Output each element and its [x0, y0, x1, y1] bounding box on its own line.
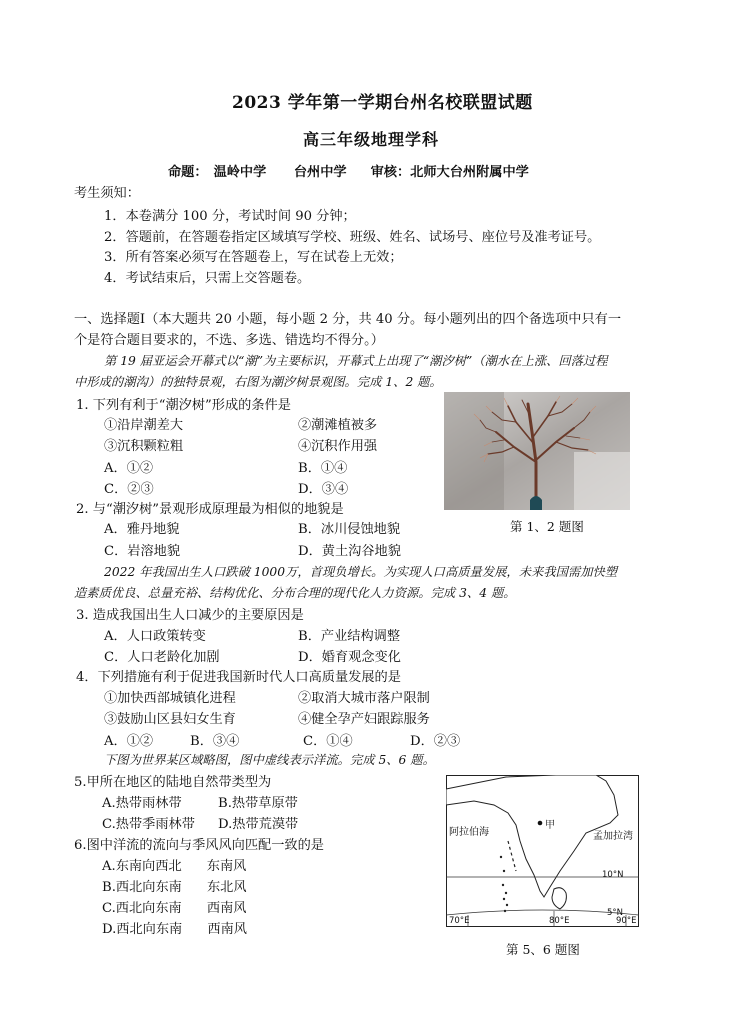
page-subtitle: 高三年级地理学科	[303, 130, 440, 149]
reviewer-label: 审核：	[370, 165, 411, 180]
q2-option-a: A．雅丹地貌	[104, 522, 180, 537]
q1-option-b: B．①④	[298, 461, 348, 476]
q3-option-a: A．人口政策转变	[104, 629, 206, 644]
notice-item-2: 2．答题前，在答题卷指定区域填写学校、班级、姓名、试场号、座位号及准考证号。	[104, 230, 601, 245]
q4-option-a: A．①②	[104, 734, 154, 749]
label-5n: 5°N	[607, 908, 624, 918]
q5-option-b: B.热带草原带	[218, 796, 298, 811]
notice-heading: 考生须知：	[74, 186, 140, 201]
question-1: 1. 下列有利于“潮汐树”形成的条件是	[76, 398, 291, 413]
q6-option-d: D.西北向东南 西南风	[102, 922, 247, 937]
label-arabian-sea: 阿拉伯海	[449, 827, 489, 838]
q4-option-c: C．①④	[303, 734, 353, 749]
stem-34-line-1: 2022 年我国出生人口跌破 1000万，首现负增长。为实现人口高质量发展，未来我国需加快塑	[104, 565, 618, 579]
q4-option-d: D．②③	[410, 734, 461, 749]
q4-statement-2: ②取消大城市落户限制	[298, 691, 430, 706]
label-90e: 90°E	[616, 916, 637, 926]
question-5: 5.甲所在地区的陆地自然带类型为	[74, 775, 272, 790]
label-70e: 70°E	[449, 916, 470, 926]
q5-option-d: D.热带荒漠带	[218, 817, 299, 832]
q3-option-c: C．人口老龄化加剧	[104, 650, 220, 665]
q2-option-b: B．冰川侵蚀地貌	[298, 522, 401, 537]
label-bay-of-bengal: 孟加拉湾	[593, 831, 633, 842]
q1-option-d: D．③④	[298, 482, 349, 497]
tidal-tree-photo	[444, 392, 630, 510]
notice-item-4: 4．考试结束后，只需上交答题卷。	[104, 271, 311, 286]
question-6: 6.图中洋流的流向与季风风向匹配一致的是	[74, 838, 324, 853]
q1-statement-1: ①沿岸潮差大	[104, 418, 184, 433]
question-2: 2. 与“潮汐树”景观形成原理最为相似的地貌是	[76, 502, 344, 517]
reviewer-school: 北师大台州附属中学	[410, 165, 529, 180]
tidal-tree-image	[444, 392, 630, 510]
setter-label: 命题：	[168, 165, 208, 180]
notice-item-1: 1．本卷满分 100 分，考试时间 90 分钟；	[104, 209, 356, 224]
q6-option-b: B.西北向东南 东北风	[102, 880, 247, 895]
q4-statement-3: ③鼓励山区县妇女生育	[104, 712, 236, 727]
stem-56: 下图为世界某区域略图，图中虚线表示洋流。完成 5、6 题。	[104, 753, 435, 767]
question-3: 3. 造成我国出生人口减少的主要原因是	[76, 608, 304, 623]
authors-line	[168, 161, 529, 180]
q3-option-d: D．婚育观念变化	[298, 650, 401, 665]
india-region-map	[446, 775, 639, 927]
question-4: 4．下列措施有利于促进我国新时代人口高质量发展的是	[76, 670, 401, 685]
q4-statement-4: ④健全孕产妇跟踪服务	[298, 712, 430, 727]
section-1-line-2: 个是符合题目要求的，不选、多选、错选均不得分。）	[74, 333, 384, 348]
page-title: 2023 学年第一学期台州名校联盟试题	[232, 93, 533, 113]
q1-statement-4: ④沉积作用强	[298, 439, 378, 454]
section-1-line-1: 一、选择题Ⅰ（本大题共 20 小题，每小题 2 分，共 40 分。每小题列出的四个备选项中只有一	[74, 312, 622, 327]
setter-schools: 温岭中学 台州中学	[213, 165, 347, 180]
q1-option-c: C．②③	[104, 482, 154, 497]
figure-56-caption: 第 5、6 题图	[506, 942, 580, 957]
q3-option-b: B．产业结构调整	[298, 629, 401, 644]
q2-option-d: D．黄土沟谷地貌	[298, 544, 401, 559]
notice-item-3: 3．所有答案必须写在答题卷上，写在试卷上无效；	[104, 250, 403, 265]
label-jia: 甲	[545, 820, 555, 831]
region-map	[446, 775, 639, 927]
q5-option-a: A.热带雨林带	[102, 796, 182, 811]
point-jia-marker	[538, 821, 543, 826]
q6-option-a: A.东南向西北 东南风	[102, 859, 247, 874]
q1-option-a: A．①②	[104, 461, 154, 476]
stem-12-line-2: 中形成的潮沟）的独特景观，右图为潮汐树景观图。完成 1、2 题。	[74, 375, 442, 389]
label-80e: 80°E	[549, 916, 570, 926]
q5-option-c: C.热带季雨林带	[102, 817, 195, 832]
q4-statement-1: ①加快西部城镇化进程	[104, 691, 236, 706]
q1-statement-2: ②潮滩植被多	[298, 418, 378, 433]
stem-34-line-2: 造素质优良、总量充裕、结构优化、分布合理的现代化人力资源。完成 3、4 题。	[74, 586, 516, 600]
q6-option-c: C.西北向东南 西南风	[102, 901, 247, 916]
stem-12-line-1: 第 19 届亚运会开幕式以“潮”为主要标识，开幕式上出现了“潮汐树”（潮水在上涨、回落过程	[104, 354, 608, 368]
q2-option-c: C．岩溶地貌	[104, 544, 181, 559]
q1-statement-3: ③沉积颗粒粗	[104, 439, 184, 454]
label-10n: 10°N	[602, 870, 624, 880]
q4-option-b: B．③④	[190, 734, 240, 749]
figure-12-caption: 第 1、2 题图	[510, 519, 584, 534]
